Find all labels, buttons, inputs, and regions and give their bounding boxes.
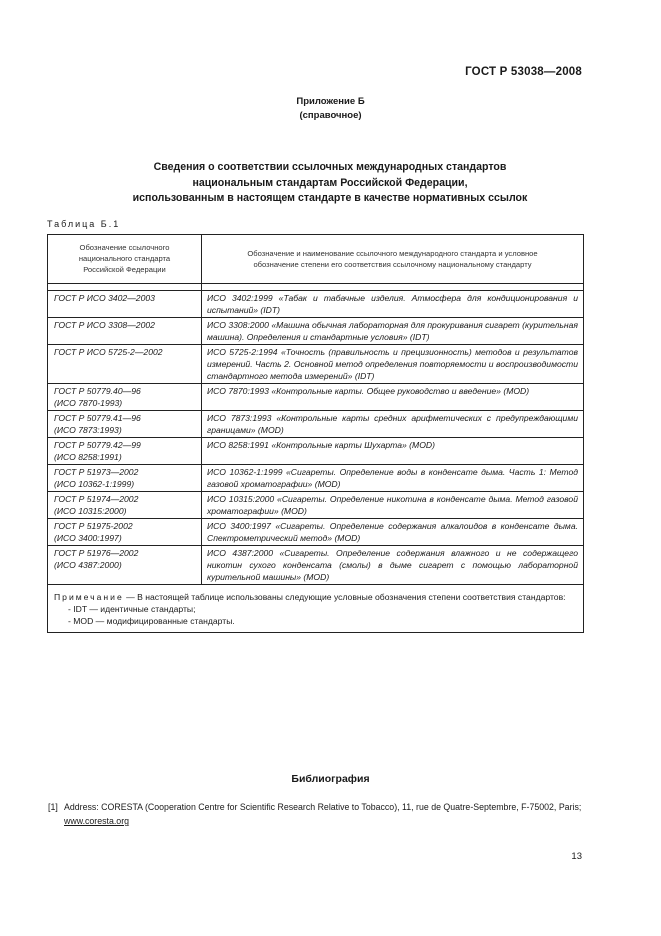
title-line-1: Сведения о соответствии ссылочных международных стандартов bbox=[153, 161, 507, 173]
national-code: ГОСТ Р 50779.42—99 bbox=[54, 440, 141, 450]
national-code: ГОСТ Р 51974—2002 bbox=[54, 494, 139, 504]
table-note bbox=[48, 585, 584, 633]
national-standard-cell bbox=[48, 318, 202, 345]
bibliography-entry-text bbox=[64, 800, 588, 828]
header-col1-line2: национального стандарта bbox=[78, 254, 171, 263]
table-row bbox=[48, 318, 584, 345]
equivalent-iso-code: (ИСО 7870-1993) bbox=[54, 398, 123, 408]
table-row bbox=[48, 465, 584, 492]
national-standard-cell bbox=[48, 291, 202, 318]
international-standard-cell: ИСО 3308:2000 «Машина обычная лабораторная для прокуривания сигарет (курительная машина). Определения и стандартные условия» (IDT) bbox=[202, 318, 584, 345]
international-standard-cell: ИСО 10315:2000 «Сигареты. Определение никотина в конденсате дыма. Метод газовой хроматографии» (MOD) bbox=[202, 492, 584, 519]
international-standard-cell: ИСО 7870:1993 «Контрольные карты. Общее руководство и введение» (MOD) bbox=[202, 384, 584, 411]
annex-label: Приложение Б bbox=[296, 96, 365, 107]
national-standard-cell bbox=[48, 492, 202, 519]
bibliography-title: Библиография bbox=[291, 773, 370, 785]
international-standard-cell: ИСО 3402:1999 «Табак и табачные изделия. Атмосфера для кондиционирования и испытаний» (IDT) bbox=[202, 291, 584, 318]
international-standard-cell: ИСО 7873:1993 «Контрольные карты средних арифметических с предупреждающими границами» (MOD) bbox=[202, 411, 584, 438]
national-code: ГОСТ Р ИСО 3402—2003 bbox=[54, 293, 155, 303]
national-standard-cell bbox=[48, 411, 202, 438]
note-label: Примечание bbox=[54, 592, 124, 602]
international-standard-cell: ИСО 5725-2:1994 «Точность (правильность и прецизионность) методов и результатов измерений. Часть 2. Основной метод определения повторяемости и воспроизводимости стандартного метода измерений» (IDT) bbox=[202, 345, 584, 384]
header-national-standard bbox=[48, 235, 202, 284]
table-row bbox=[48, 384, 584, 411]
table-row bbox=[48, 345, 584, 384]
header-col2-line1: Обозначение и наименование ссылочного международного стандарта и условное bbox=[247, 248, 538, 258]
table-note-row bbox=[48, 585, 584, 633]
bibliography-entry bbox=[48, 800, 588, 828]
national-code: ГОСТ Р ИСО 3308—2002 bbox=[54, 320, 155, 330]
national-code: ГОСТ Р 51975-2002 bbox=[54, 521, 133, 531]
header-col1-line3: Российской Федерации bbox=[83, 265, 166, 274]
national-standard-cell bbox=[48, 345, 202, 384]
national-standard-cell bbox=[48, 519, 202, 546]
equivalent-iso-code: (ИСО 4387:2000) bbox=[54, 560, 122, 570]
international-standard-cell: ИСО 10362-1:1999 «Сигареты. Определение воды в конденсате дыма. Часть 1: Метод газовой хроматографии» (MOD) bbox=[202, 465, 584, 492]
annex-kind: (справочное) bbox=[299, 110, 362, 121]
table-row bbox=[48, 546, 584, 585]
table-row bbox=[48, 291, 584, 318]
header-col1-line1: Обозначение ссылочного bbox=[79, 243, 170, 252]
correspondence-table bbox=[47, 234, 584, 633]
note-text: — В настоящей таблице использованы следующие условные обозначения степени соответствия стандартов: bbox=[126, 592, 566, 602]
national-code: ГОСТ Р ИСО 5725-2—2002 bbox=[54, 347, 163, 357]
table-caption: Таблица Б.1 bbox=[47, 219, 121, 229]
note-line-2: - IDT — идентичные стандарты; bbox=[68, 604, 196, 614]
national-standard-cell bbox=[48, 465, 202, 492]
note-line-3: - MOD — модифицированные стандарты. bbox=[68, 616, 235, 626]
table-row bbox=[48, 519, 584, 546]
equivalent-iso-code: (ИСО 10315:2000) bbox=[54, 506, 127, 516]
bibliography-address: Address: CORESTA (Cooperation Centre for Scientific Research Relative to Tobacco), 11, rue de Quatre-Septembre, F-75002, Paris; bbox=[64, 802, 582, 812]
national-standard-cell bbox=[48, 438, 202, 465]
equivalent-iso-code: (ИСО 10362-1:1999) bbox=[54, 479, 135, 489]
table-row bbox=[48, 438, 584, 465]
national-code: ГОСТ Р 50779.41—96 bbox=[54, 413, 141, 423]
international-standard-cell: ИСО 4387:2000 «Сигареты. Определение содержания влажного и не содержащего никотин сухого конденсата (смолы) в дыме сигарет с помощью лабораторной курительной машины» (MOD) bbox=[202, 546, 584, 585]
header-spacer-row bbox=[48, 284, 584, 291]
national-standard-cell bbox=[48, 546, 202, 585]
note-line-1 bbox=[54, 591, 577, 603]
equivalent-iso-code: (ИСО 8258:1991) bbox=[54, 452, 122, 462]
table-row bbox=[48, 411, 584, 438]
title-line-2: национальным стандартам Российской Федерации, bbox=[192, 176, 468, 189]
national-standard-cell bbox=[48, 384, 202, 411]
national-code: ГОСТ Р 50779.40—96 bbox=[54, 386, 141, 396]
international-standard-cell: ИСО 3400:1997 «Сигареты. Определение содержания алкалоидов в конденсате дыма. Спектрометрический метод» (MOD) bbox=[202, 519, 584, 546]
document-code: ГОСТ Р 53038—2008 bbox=[465, 66, 582, 78]
page-number: 13 bbox=[571, 851, 582, 862]
title-line-3: использованным в настоящем стандарте в качестве нормативных ссылок bbox=[132, 192, 528, 204]
header-col2-line2: обозначение степени его соответствия ссылочному национальному стандарту bbox=[253, 259, 532, 269]
equivalent-iso-code: (ИСО 7873:1993) bbox=[54, 425, 122, 435]
coresta-link[interactable]: www.coresta.org bbox=[64, 816, 130, 826]
table-row bbox=[48, 492, 584, 519]
international-standard-cell: ИСО 8258:1991 «Контрольные карты Шухарта» (MOD) bbox=[202, 438, 584, 465]
section-title bbox=[60, 160, 600, 207]
header-international-standard bbox=[202, 235, 584, 284]
table-header-row bbox=[48, 235, 584, 284]
national-code: ГОСТ Р 51973—2002 bbox=[54, 467, 139, 477]
national-code: ГОСТ Р 51976—2002 bbox=[54, 548, 139, 558]
equivalent-iso-code: (ИСО 3400:1997) bbox=[54, 533, 122, 543]
bibliography-entry-number: [1] bbox=[48, 802, 58, 812]
